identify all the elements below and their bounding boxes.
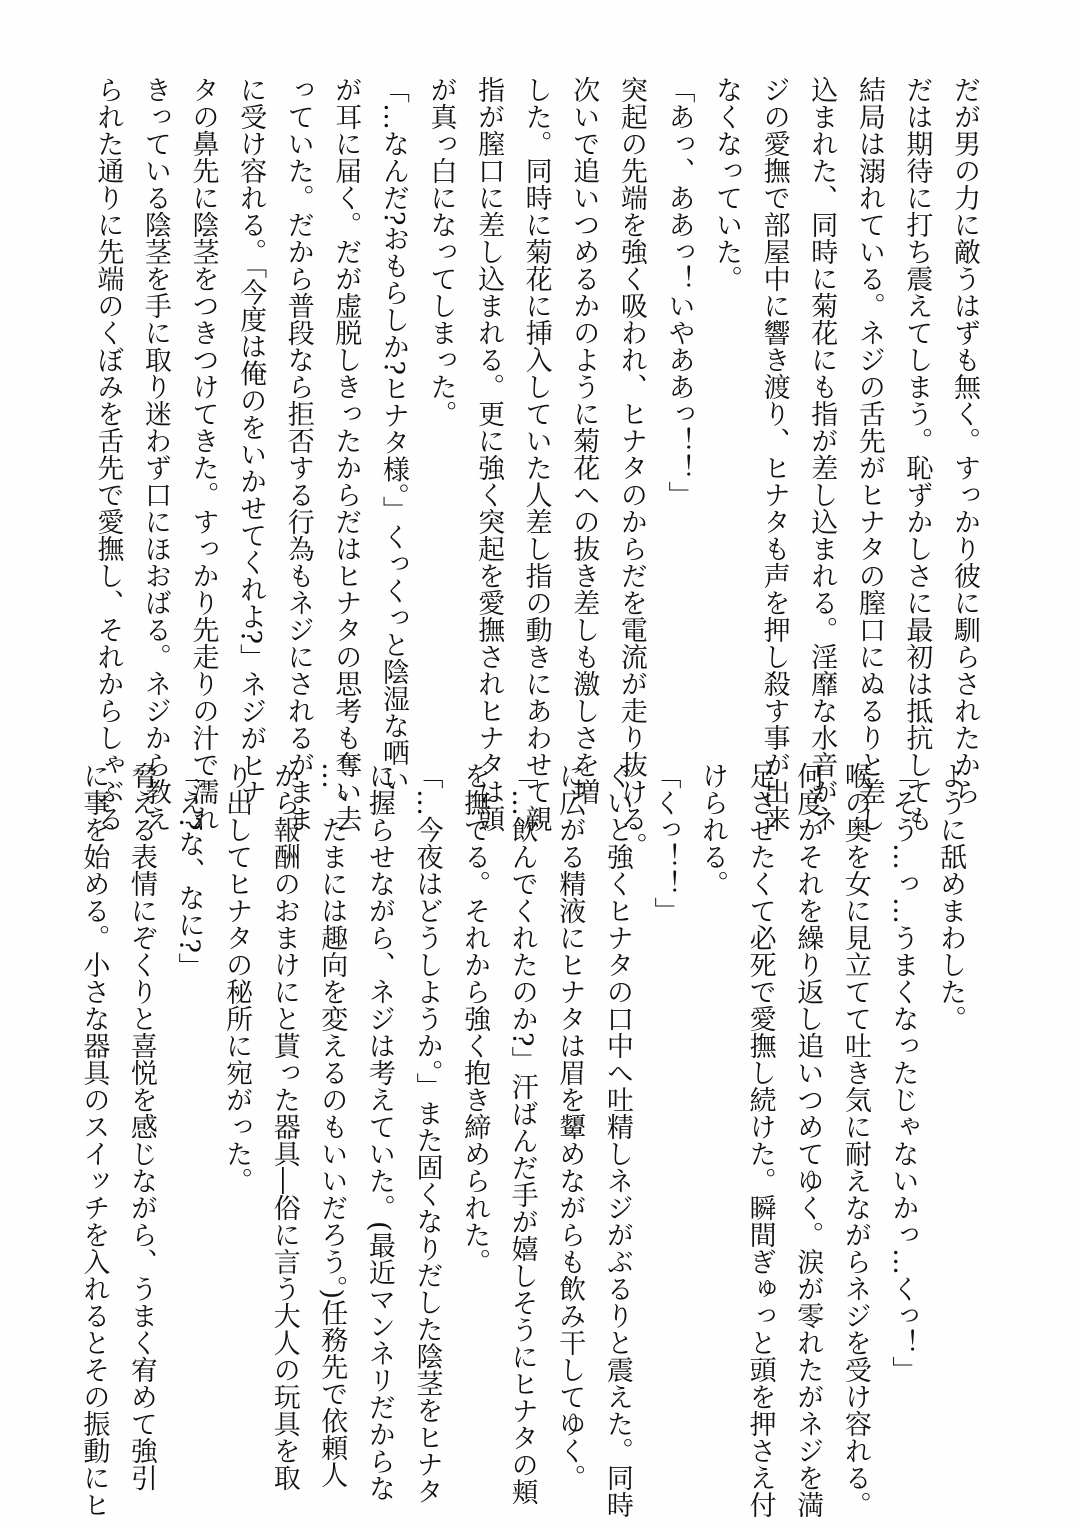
text-column: 何度かそれを繰り返し追いつめてゆく。涙が零れたがネジを満 xyxy=(792,762,824,1518)
text-column: り出してヒナタの秘所に宛がった。 xyxy=(221,762,253,1194)
text-column: を撫でる。それから強く抱き締められた。 xyxy=(459,762,491,1275)
text-column: きっている陰茎を手に取り迷わず口にほおばる。ネジから教え xyxy=(139,76,171,832)
text-column: に握らせながら、ネジは考えていた。(最近マンネリだからな xyxy=(363,762,395,1502)
text-column: 指が膣口に差し込まれる。更に強く突起を愛撫されヒナタは頭 xyxy=(473,76,505,832)
text-column: だが男の力に敵うはずも無く。すっかり彼に馴らされたから xyxy=(949,76,980,805)
text-column: に事を始める。小さな器具のスイッチを入れるとその振動にヒ xyxy=(78,762,110,1518)
text-column: 次いで追いつめるかのように菊花への抜き差しも激しさを増 xyxy=(568,76,600,805)
text-column: 「え?な、なに?」 xyxy=(173,762,205,980)
text-column: 喉の奥を女に見立てて吐き気に耐えながらネジを受け容れる。 xyxy=(839,762,871,1518)
text-column: られた通りに先端のくぼみを舌先で愛撫し、それからしゃぶる xyxy=(92,76,124,832)
text-column: 突起の先端を強く吸われ、ヒナタのからだを電流が走り抜ける。 xyxy=(615,76,647,859)
text-column: 足させたくて必死で愛撫し続けた。瞬間ぎゅっと頭を押さえ付 xyxy=(744,762,776,1518)
text-column: ように舐めまわした。 xyxy=(935,762,966,1032)
text-column: 「…飲んでくれたのか?」汗ばんだ手が嬉しそうにヒナタの頬 xyxy=(506,762,538,1506)
text-column: が耳に届く。だが虚脱しきったからだはヒナタの思考も奪い去 xyxy=(330,76,362,832)
text-column: から報酬のおまけにと貰った器具―俗に言う大人の玩具を取 xyxy=(268,762,300,1491)
text-column: タの鼻先に陰茎をつきつけてきた。すっかり先走りの汁で濡れ xyxy=(187,76,219,832)
text-column: ぐいと強くヒナタの口中へ吐精しネジがぶるりと震えた。同時 xyxy=(601,762,633,1518)
text-block-bottom xyxy=(70,762,974,1518)
text-column: ジの愛撫で部屋中に響き渡り、ヒナタも声を押し殺す事が出来 xyxy=(758,76,790,832)
text-column: した。同時に菊花に挿入していた人差し指の動きにあわせて親 xyxy=(520,76,552,832)
text-column: 「…なんだ?おもらしか?ヒナタ様。」くっくっと陰湿な哂い xyxy=(377,76,409,794)
text-column: …。たまには趣向を変えるのもいいだろう。)任務先で依頼人 xyxy=(316,762,348,1489)
text-column: 「あっ、ああっ！いやああっ！！」 xyxy=(663,76,695,508)
text-column: 「そう…っ…うまくなったじゃないかっ…くっ！」 xyxy=(887,762,919,1383)
text-column: に広がる精液にヒナタは眉を顰めながらも飲み干してゆく。 xyxy=(554,762,586,1491)
text-column: が真っ白になってしまった。 xyxy=(425,76,457,427)
text-column: 「…今夜はどうしようか。」また固くなりだした陰茎をヒナタ xyxy=(411,762,443,1505)
text-column: 「くっ！！」 xyxy=(649,762,681,924)
text-column: なくなっていた。 xyxy=(711,76,743,292)
text-column: だは期待に打ち震えてしまう。恥ずかしさに最初は抵抗しても xyxy=(901,76,933,832)
text-column: けられる。 xyxy=(697,762,729,897)
text-column: 脅える表情にぞくりと喜悦を感じながら、うまく宥めて強引 xyxy=(125,762,157,1491)
text-column: 結局は溺れている。ネジの舌先がヒナタの膣口にぬるりと差し xyxy=(853,76,885,832)
text-column: っていた。だから普段なら拒否する行為もネジにされるがまま xyxy=(282,76,314,832)
text-column: 込まれた、同時に菊花にも指が差し込まれる。淫靡な水音がネ xyxy=(806,76,838,832)
text-column: に受け容れる。「今度は俺のをいかせてくれよ?」ネジがヒナ xyxy=(235,76,267,806)
